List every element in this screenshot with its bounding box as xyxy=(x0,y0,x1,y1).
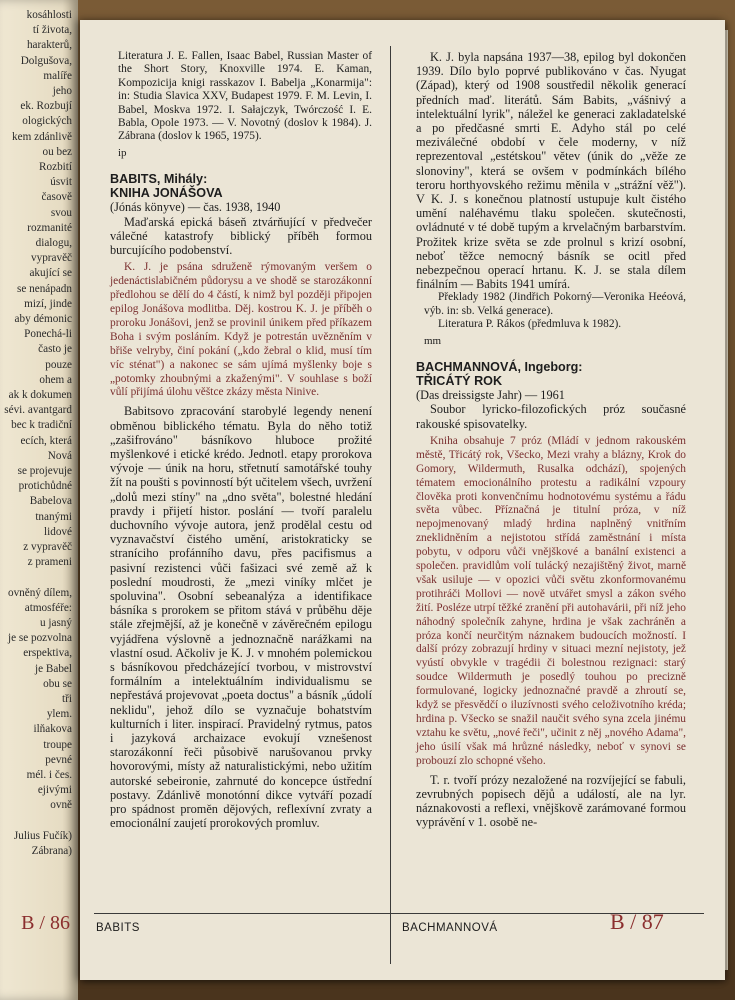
entry-summary-2: Soubor lyricko-filozofických próz současné rakouské spisovatelky. xyxy=(416,402,686,431)
previous-page-line: pouze xyxy=(45,358,72,371)
previous-page-line: se projevuje xyxy=(17,465,72,477)
previous-page-line: rozmanité xyxy=(27,221,72,234)
previous-page-line: ecích, která xyxy=(20,434,72,447)
running-footer-right: BACHMANNOVÁ xyxy=(402,922,498,934)
previous-page-line: kosáhlosti xyxy=(26,9,72,21)
previous-page-line: jeho xyxy=(52,85,72,97)
previous-entry-signature: ip xyxy=(118,146,127,159)
previous-page-line: Julius Fučík) xyxy=(13,829,72,842)
previous-page-line: protichůdné xyxy=(18,480,72,493)
previous-page-line: harakterů, xyxy=(26,39,72,52)
previous-page-line: aby démonic xyxy=(14,313,72,325)
previous-page-line: kem zdánlivě xyxy=(12,130,72,143)
previous-page-line: mél. i čes. xyxy=(26,769,72,781)
previous-page-line: časově xyxy=(41,191,72,204)
running-footer-left: BABITS xyxy=(96,922,140,934)
previous-page-line: erspektiva, xyxy=(23,647,72,660)
previous-page-line: z prameni xyxy=(27,556,72,569)
previous-page-number: B / 86 xyxy=(21,912,70,934)
entry-summary: Maďarská epická báseň ztvárňující v předvečer válečné katastrofy biblický příběh formou burcujícího podobenství. xyxy=(110,214,372,258)
previous-page-line: je Babel xyxy=(35,662,72,675)
previous-page-line: ejivými xyxy=(37,784,72,797)
previous-page-line: se nenápadn xyxy=(17,282,72,295)
previous-page-line: malíře xyxy=(43,69,72,82)
book-page xyxy=(80,20,725,980)
previous-page-line: tři xyxy=(62,693,72,705)
page-number: B / 87 xyxy=(610,909,664,934)
entry-literature: Literatura P. Rákos (předmluva k 1982). xyxy=(438,318,622,331)
previous-page-line: Ponechá-li xyxy=(24,328,72,341)
entry-body-text: Babitsovo zpracování starobylé legendy nenení obměnou biblického tématu. Byla do něho totiž „zašifrováno" básníkovo hluboce prožité myšlenkové i etické krédo. Jednotl. etapy prorokova vývoje — únik na horu, střetnutí samotářské touhy žít na poušti s povinností být učitelem všech, uvržení „dolů mezi stíny" na „dno světa", bolestné hledání pravdy i přijetí histor. poslání — tvoří paralelu duchovního vývoje autora, jenž prodělal cestu od vyznavačství čistého umění, aristokraticky se straníciho profánního davu, přes pacifismus a pasivní rezistenci vůči fašizaci své země až k poslední moudrosti, že „mezi viníky mlčet je spoluvina". Osobní sebeanalýza a identifikace básníka s prorokem se přitom stává v průběhu děje stále zřejmější, až je konečně v závěrečném epilogu vyjádřena výslovně a jednoznačně narážkami na vlastní osud. Ačkoliv je K. J. v mnohém polemickou s básníkovou předcházející tvorbou, v mistrovství formálním a intelektuálním individualismu se nepřestává projevovat „poeta doctus" a básník „údolí neklidu", jehož dílo se vyznačuje bohatstvím kulturních i liter. inspirací. Pravidelný rytmus, patos i jazyková archaizace evokují vznešenost starozákonní řeči působivě narušovanou prvky hovorovými, místy až naturalistickými, nebo užitím autorské sebeironie, zahrnuté do koncepce ústřední postavy. Zdánlivě monotónní dikce vytváří pozadí pro spádnost proměn dějových, reflexívní zvraty a emocionální zaujetí prorokových promluv. xyxy=(110,404,372,831)
entry-signature: mm xyxy=(424,334,442,347)
entry-continuation: K. J. byla napsána 1937—38, epilog byl dokončen 1939. Dílo bylo poprvé publikováno v čas. Nyugat (Západ), který od 1908 soustředil několik generací předních maď. literátů. Sám Babits, „vášnivý a intelektuální lyrik", náležel ke generaci zakladatelské a po předčasné smrti E. Adyho stál po celé meziválečné období v čele moderny, v níž reprezentoval „estétskou" větev (únik do „věže ze slonoviny", která se ovšem v podmínkách bílého teroru horthyovského režimu měnila v „strážní věž"). V K. J. s konečnou platností ustupuje kult čistého umění naléhavému tlaku společen. skutečnosti, ovládnuté v té době tupým a krvelačným barbarstvím. Prožitek krize světa se zde prolnul s krizí osobní, neboť těžce nemocný básník se ocitl před nebezpečnou operací hrtanu. K. J. se stala dílem finálním — Babits 1941 umírá. xyxy=(416,50,686,292)
previous-page-line: ylem. xyxy=(46,708,72,721)
previous-page-line: atmosféře: xyxy=(24,601,72,614)
previous-page-line: Dolgušova, xyxy=(20,54,72,67)
entry-translations: Překlady 1982 (Jindřich Pokorný—Veronika Heéová, výb. in: sb. Velká generace). xyxy=(424,291,686,317)
entry-title-2: TŘICÁTÝ ROK xyxy=(416,374,503,389)
entry-author: BABITS, Mihály: xyxy=(110,172,208,187)
previous-page-line: ovně xyxy=(50,799,72,812)
previous-page xyxy=(0,0,78,1000)
previous-page-line: z vypravěč xyxy=(23,541,72,553)
previous-page-line: ohem a xyxy=(39,373,72,386)
previous-page-line: sévi. avantgard xyxy=(4,404,72,417)
entry-author-2: BACHMANNOVÁ, Ingeborg: xyxy=(416,359,583,374)
previous-page-line: ilňakova xyxy=(33,723,72,736)
previous-page-line: Rozbití xyxy=(39,161,72,173)
entry-plot-text-2: Kniha obsahuje 7 próz (Mládí v jednom rakouském městě, Třicátý rok, Všecko, Mezi vrahy a blázny, Krok do Gomory, Wildermuth, Rusalka odchází), spojených tématem emocionálního protestu a radikální vzpoury člověka proti konvenčnímu hodnotovému systému a řádu světa vůbec. Příznačná je titulní próza, v níž nepojmenovaný mladý hrdina naplněný vnitřním zneklidněním a nejistotou střídá zaměstnání i místa pobytu, v odporu vůči vnějškové a banální existenci a společen. pravidlům volí tulácký nezajištěný život, marně však usiluje — v opozici vůči světu zkonformovanému protihráči Mollovi — nově utvářet smysl a zákon svého žití. Posléze utrpí těžké zranění při autohavárii, při níž jeho náhodný společník zahyne, hrdina je však zachráněn a próza končí neurčitým náznakem budoucích možností. I další prózy zobrazují hrdiny v situaci mezní nejistoty, jež vyústí obvykle v tragédii či bolestnou rezignaci: starý soudce Wildermuth je posedlý touhou po precizně formulované, logicky jednoznačné pravdě a zhroutí se, když se přesvědčí o iluzívnosti svého celoživotního kréda; hrdina p. Všecko se snažil naučit svého syna zcela jinému vztahu ke světu, „nové řeči", učinit z něj „nového Adama", jeho úsilí však má hrůzné následky, neboť v synovi se probouzí zlo schopné všeho. xyxy=(416,434,686,767)
previous-page-line: ak k dokumen xyxy=(8,389,72,401)
entry-original-title: (Jónás könyve) — čas. 1938, 1940 xyxy=(110,200,281,215)
entry-original-title-2: (Das dreissigste Jahr) — 1961 xyxy=(416,388,565,403)
previous-page-line: obu se xyxy=(43,677,72,690)
previous-page-line: je se pozvolna xyxy=(8,632,72,645)
previous-page-line: Babelova xyxy=(29,495,72,508)
previous-page-line: ek. Rozbují xyxy=(20,100,72,113)
previous-page-line: ovněný dílem, xyxy=(7,586,72,599)
previous-page-line: pevné xyxy=(45,753,72,766)
previous-page-line: úsvit xyxy=(50,176,72,189)
previous-page-line: tnanými xyxy=(35,510,72,523)
previous-page-line: dialogu, xyxy=(35,237,72,249)
column-divider xyxy=(390,46,391,964)
previous-page-line: často je xyxy=(38,343,72,356)
previous-page-line: Nová xyxy=(47,449,72,462)
entry-title: KNIHA JONÁŠOVA xyxy=(110,186,223,201)
previous-page-line: troupe xyxy=(43,738,72,751)
previous-page-line: u jasný xyxy=(39,617,72,629)
previous-page-line: vypravěč xyxy=(31,252,72,265)
left-column xyxy=(110,50,372,830)
previous-page-line: svou xyxy=(50,206,72,219)
previous-page-line: bec k tradiční xyxy=(11,419,72,432)
previous-page-line: mizí, jinde xyxy=(24,297,72,310)
previous-page-line: akující se xyxy=(29,267,72,280)
previous-page-line: ologických xyxy=(22,115,72,128)
entry-plot-text: K. J. je psána sdruženě rýmovaným veršem o jedenáctislabičném půdorysu a ve shodě se starozákonní předlohou se dělí do 4 částí, k nimž byl později připojen epilog Jonášova modlitba. Děj. kostrou K. J. je příběh o proroku Jonášovi, jenž se provinil únikem před příkazem Boha i svým posláním. Když je potrestán uvězněním v břiše velryby, činí pokání („kdo žebral o klid, musí tím víc sténat") a nakonec se sám ujímá myšlenky boje s „potomky zhoubnými a zkaženými". V souhlase s boží vůlí přijímá úlohu věštce zkázy města Ninive. xyxy=(110,261,372,399)
previous-page-line: ou bez xyxy=(42,145,72,158)
right-column xyxy=(416,50,686,829)
entry-body-text-2: T. r. tvoří prózy nezaložené na rozvíjející se fabuli, zevrubných popisech dějů a událostí, ale na lyr. náznakovosti a reflexi, vnějškově zarámované formou vyprávění v 1. osobě ne- xyxy=(416,772,686,830)
previous-page-line: tí života, xyxy=(32,24,72,37)
previous-entry-literature: Literatura J. E. Fallen, Isaac Babel, Russian Master of the Short Story, Knoxville 1974. E. Kaman, Kompozicija knigi rasskazov I. Babelja „Konarmija": in: Studia Slavica XXV, Budapest 1979. F. M. Levin, I. Babel, Moskva 1972. I. Sałajczyk, Twórczość I. E. Babla, Opole 1973. — V. Novotný (doslov k 1984). J. Zábrana (doslov k 1965, 1975). xyxy=(118,50,372,143)
previous-page-line: lidové xyxy=(44,525,72,538)
previous-page-line: Zábrana) xyxy=(31,845,72,857)
